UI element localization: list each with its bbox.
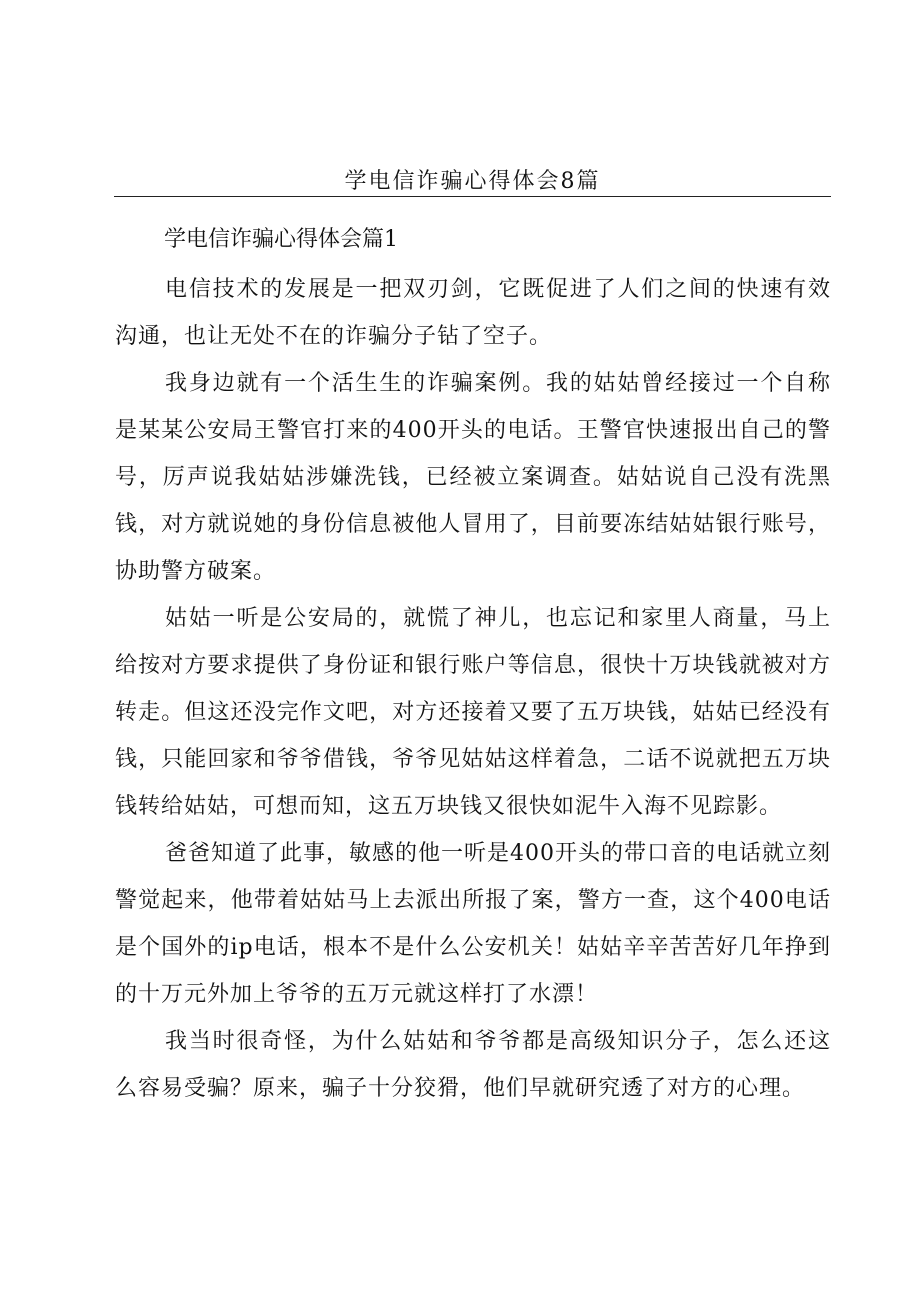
- paragraph: 爸爸知道了此事，敏感的他一听是400开头的带口音的电话就立刻警觉起来，他带着姑姑马上去派出所报了案，警方一查，这个400电话是个国外的ip电话，根本不是什么公安机关！姑姑辛辛苦苦好几年挣到的十万元外加上爷爷的五万元就这样打了水漂！: [115, 841, 831, 1007]
- paragraph: 电信技术的发展是一把双刃剑，它既促进了人们之间的快速有效沟通，也让无处不在的诈骗分子钻了空子。: [115, 277, 831, 349]
- paragraph: 姑姑一听是公安局的，就慌了神儿，也忘记和家里人商量，马上给按对方要求提供了身份证和银行账户等信息，很快十万块钱就被对方转走。但这还没完作文吧，对方还接着又要了五万块钱，姑姑已经没有钱，只能回家和爷爷借钱，爷爷见姑姑这样着急，二话不说就把五万块钱转给姑姑，可想而知，这五万块钱又很快如泥牛入海不见踪影。: [115, 606, 831, 819]
- document-title: 学电信诈骗心得体会8篇: [344, 169, 601, 194]
- document-body: [115, 222, 831, 1112]
- paragraph: 我当时很奇怪，为什么姑姑和爷爷都是高级知识分子，怎么还这么容易受骗？原来，骗子十分狡猾，他们早就研究透了对方的心理。: [115, 1029, 831, 1101]
- header-divider: [114, 196, 831, 197]
- section-title: 学电信诈骗心得体会篇1: [164, 227, 398, 252]
- paragraph: 我身边就有一个活生生的诈骗案例。我的姑姑曾经接过一个自称是某某公安局王警官打来的400开头的电话。王警官快速报出自己的警号，厉声说我姑姑涉嫌洗钱，已经被立案调查。姑姑说自己没有洗黑钱，对方就说她的身份信息被他人冒用了，目前要冻结姑姑银行账号，协助警方破案。: [115, 371, 831, 584]
